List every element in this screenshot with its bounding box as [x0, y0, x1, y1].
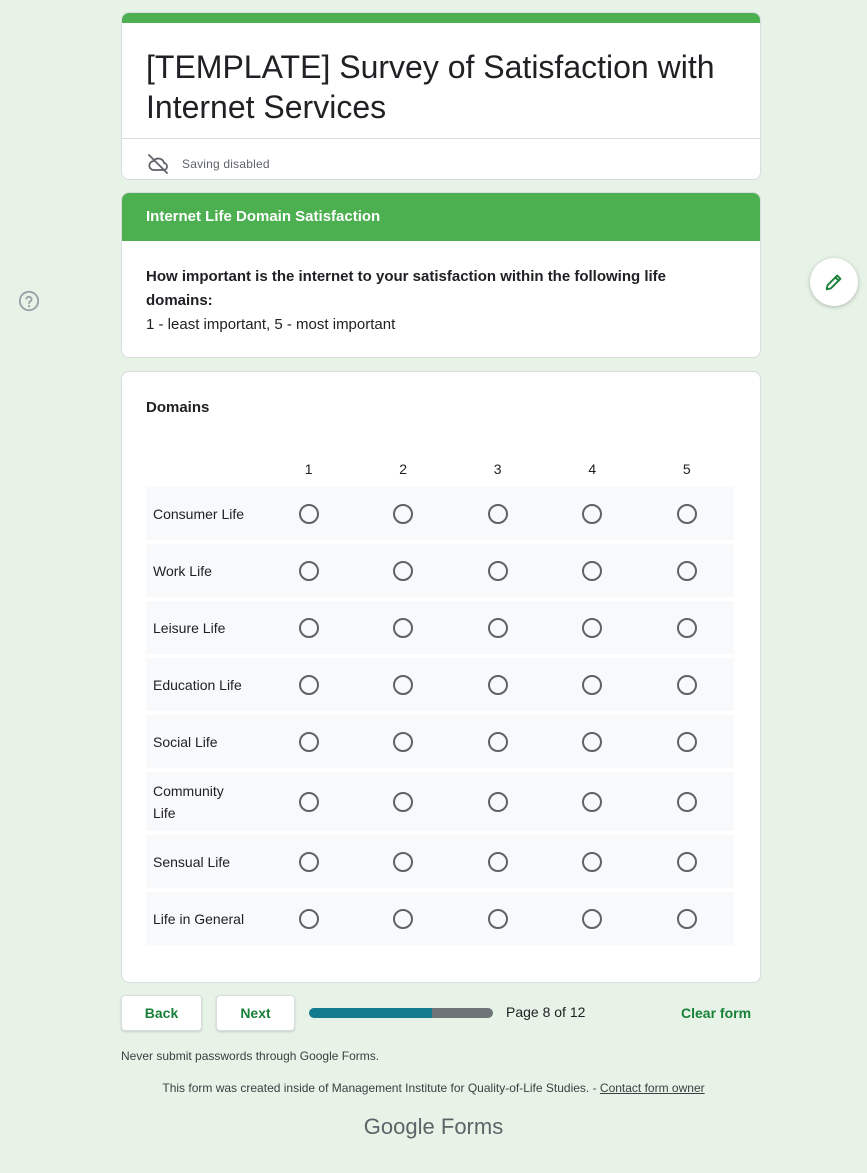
grid-question-card [121, 371, 761, 983]
column-header: 2 [399, 461, 408, 477]
grid-row [146, 715, 734, 768]
google-forms-logo[interactable] [0, 1114, 867, 1140]
column-header: 4 [588, 461, 597, 477]
column-header: 1 [304, 461, 313, 477]
section-title: Internet Life Domain Satisfaction [122, 193, 760, 241]
clear-form-button[interactable]: Clear form [681, 1005, 752, 1021]
scale-note: 1 - least important, 5 - most important [146, 316, 396, 333]
radio-button[interactable] [582, 618, 602, 638]
radio-button[interactable] [582, 561, 602, 581]
progress-fill [309, 1008, 432, 1018]
saving-status [122, 139, 760, 180]
radio-button[interactable] [393, 852, 413, 872]
radio-button[interactable] [393, 792, 413, 812]
radio-button[interactable] [488, 675, 508, 695]
created-text: This form was created inside of Management Institute for Quality-of-Life Studies. - [162, 1081, 600, 1095]
radio-button[interactable] [582, 504, 602, 524]
question-title: Domains [146, 399, 210, 416]
row-label: Life in General [153, 910, 245, 927]
cloud-off-icon [146, 152, 170, 176]
radio-button[interactable] [393, 909, 413, 929]
radio-button[interactable] [677, 852, 697, 872]
radio-button[interactable] [393, 675, 413, 695]
password-warning: Never submit passwords through Google Forms. [121, 1049, 380, 1063]
help-circle-icon[interactable] [18, 290, 40, 312]
radio-button[interactable] [677, 675, 697, 695]
section-description [122, 241, 760, 337]
radio-button[interactable] [582, 852, 602, 872]
row-label: Consumer Life [153, 505, 245, 522]
radio-button[interactable] [488, 909, 508, 929]
radio-button[interactable] [582, 732, 602, 752]
radio-button[interactable] [299, 561, 319, 581]
radio-button[interactable] [299, 852, 319, 872]
logo-google: Google [363, 1114, 435, 1139]
radio-button[interactable] [677, 618, 697, 638]
progress-bar [309, 1008, 493, 1018]
radio-button[interactable] [299, 675, 319, 695]
radio-button[interactable] [299, 732, 319, 752]
row-label: Community Life [153, 782, 224, 821]
pencil-icon [823, 271, 845, 293]
next-button[interactable]: Next [216, 995, 295, 1031]
section-card [121, 192, 761, 358]
column-header: 3 [493, 461, 502, 477]
radio-button[interactable] [488, 561, 508, 581]
grid-header [146, 451, 734, 487]
radio-button[interactable] [488, 792, 508, 812]
row-label: Social Life [153, 733, 218, 750]
radio-button[interactable] [488, 504, 508, 524]
grid-row [146, 892, 734, 945]
radio-button[interactable] [393, 561, 413, 581]
grid-row [146, 658, 734, 711]
radio-button[interactable] [582, 909, 602, 929]
radio-button[interactable] [677, 909, 697, 929]
radio-button[interactable] [582, 792, 602, 812]
row-label: Sensual Life [153, 853, 231, 870]
radio-button[interactable] [299, 504, 319, 524]
radio-button[interactable] [677, 792, 697, 812]
column-header: 5 [682, 461, 691, 477]
radio-button[interactable] [299, 618, 319, 638]
choice-grid [146, 451, 734, 949]
created-notice [0, 1081, 867, 1095]
form-header-card [121, 12, 761, 180]
radio-button[interactable] [677, 732, 697, 752]
radio-button[interactable] [393, 618, 413, 638]
radio-button[interactable] [299, 909, 319, 929]
row-label: Leisure Life [153, 619, 226, 636]
radio-button[interactable] [393, 732, 413, 752]
page-indicator: Page 8 of 12 [506, 1004, 586, 1020]
edit-button[interactable] [810, 258, 858, 306]
radio-button[interactable] [582, 675, 602, 695]
logo-forms: Forms [440, 1114, 504, 1139]
grid-row [146, 487, 734, 540]
radio-button[interactable] [677, 561, 697, 581]
accent-bar [122, 13, 760, 23]
radio-button[interactable] [488, 618, 508, 638]
saving-status-text: Saving disabled [182, 157, 270, 171]
radio-button[interactable] [488, 852, 508, 872]
radio-button[interactable] [393, 504, 413, 524]
grid-row [146, 772, 734, 831]
radio-button[interactable] [677, 504, 697, 524]
section-question: How important is the internet to your satisfaction within the following life domains: [146, 268, 667, 309]
back-button[interactable]: Back [121, 995, 202, 1031]
grid-row [146, 544, 734, 597]
contact-owner-link[interactable]: Contact form owner [599, 1081, 705, 1095]
radio-button[interactable] [299, 792, 319, 812]
form-title: [TEMPLATE] Survey of Satisfaction with Internet Services [146, 49, 715, 125]
row-label: Education Life [153, 676, 242, 693]
grid-row [146, 601, 734, 654]
radio-button[interactable] [488, 732, 508, 752]
grid-row [146, 835, 734, 888]
row-label: Work Life [153, 562, 212, 579]
